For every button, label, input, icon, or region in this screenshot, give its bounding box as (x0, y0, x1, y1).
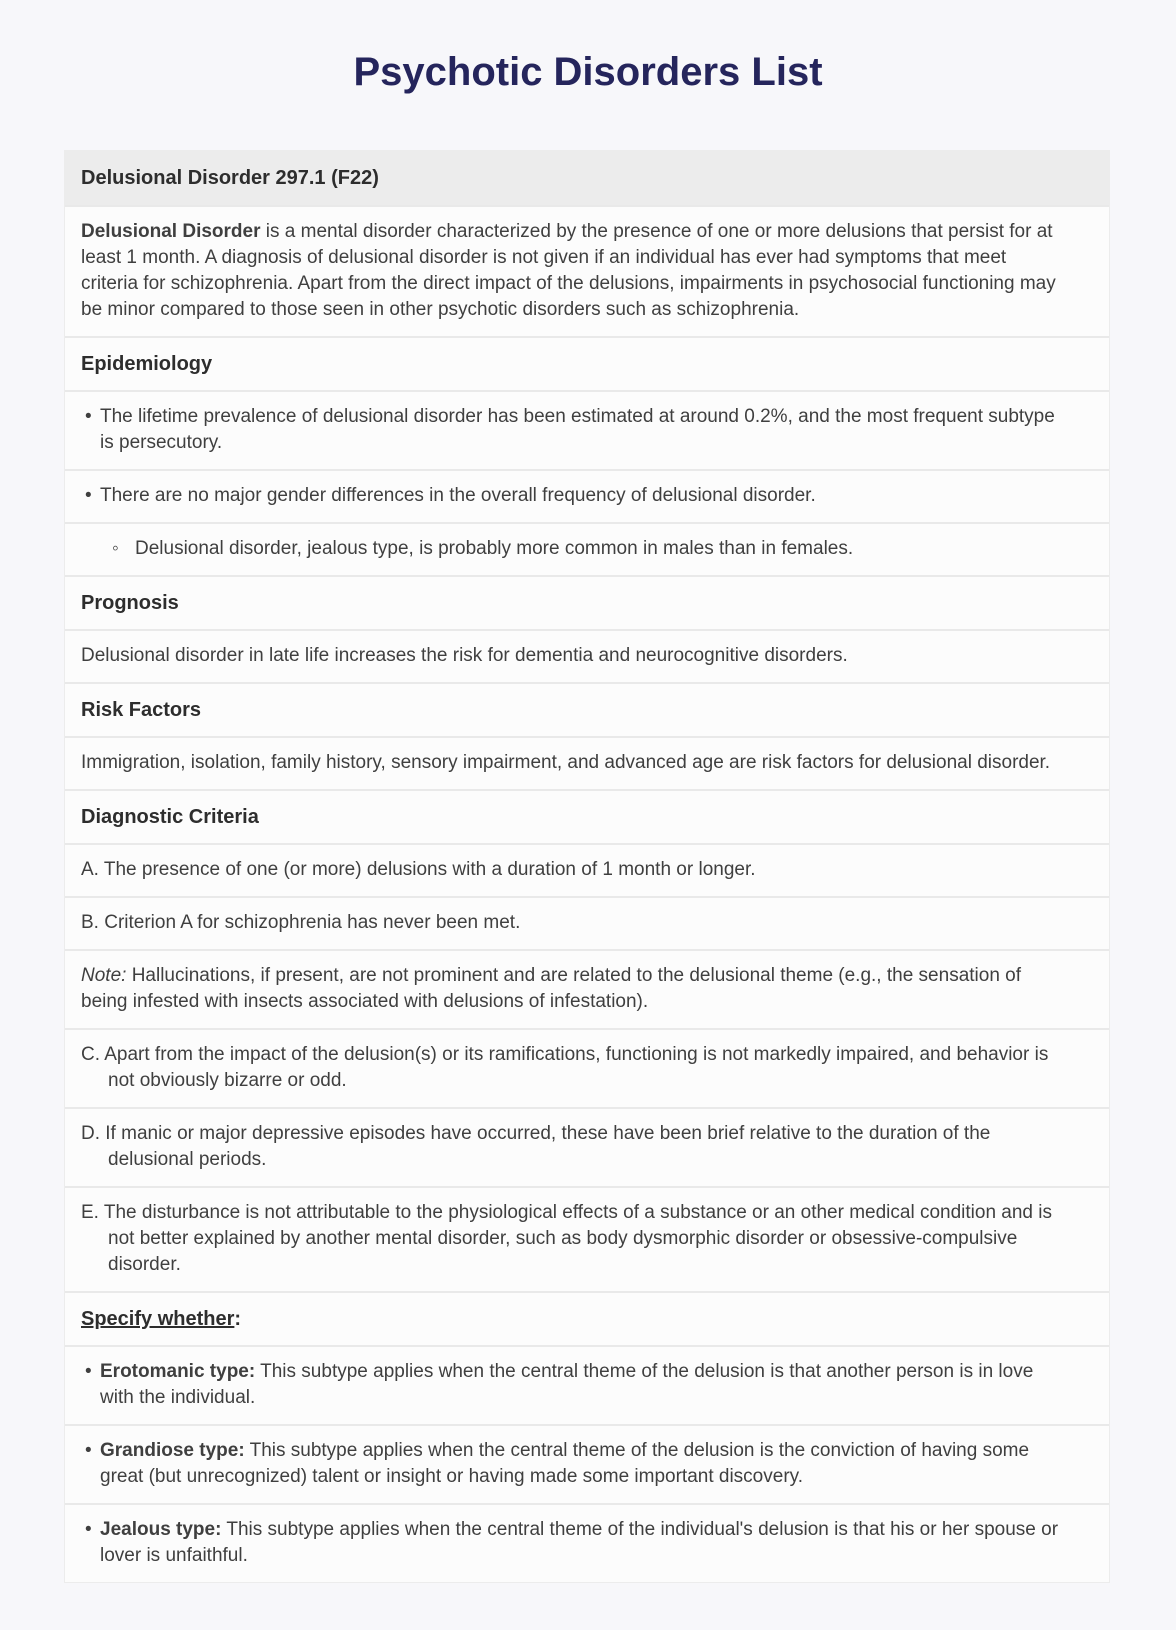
bullet-text: There are no major gender differences in the overall frequency of delusional disorder. (100, 485, 816, 506)
note-label: Note: (81, 965, 127, 986)
subtype-jealous (65, 1503, 1109, 1582)
subtype-grandiose (65, 1424, 1109, 1503)
intro-paragraph (65, 205, 1109, 336)
subtype-text: This subtype applies when the central theme of the individual's delusion is that his or her spouse or lover is unfaithful. (100, 1519, 1059, 1566)
criterion-text: E. The disturbance is not attributable to the physiological effects of a substance or an other medical condition and is not better explained by another mental disorder, such as body dysmorphic disorder or obsessive-compulsive disorder. (81, 1202, 1052, 1275)
bullet-icon: • (85, 406, 92, 427)
risk-factors-text (65, 736, 1109, 789)
subtype-label: Jealous type: (100, 1519, 222, 1540)
sub-bullet-icon: ◦ (112, 538, 119, 559)
section-header-epidemiology (65, 336, 1109, 390)
section-header-specify-whether (65, 1291, 1109, 1345)
page-title: Psychotic Disorders List (353, 50, 823, 94)
criterion-b (65, 896, 1109, 949)
bullet-text: The lifetime prevalence of delusional disorder has been estimated at around 0.2%, and the most frequent subtype is persecutory. (100, 406, 1055, 453)
section-header-label: Risk Factors (81, 699, 202, 721)
bullet-icon: • (85, 485, 92, 506)
intro-text: is a mental disorder characterized by the presence of one or more delusions that persist for at least 1 month. A diagnosis of delusional disorder is not given if an individual has ever had symptoms that meet criteria for schizophrenia. Apart from the direct impact of the delusions, impairments in psychosocial functioning may be minor compared to those seen in other psychotic disorders such as schizophrenia. (81, 221, 1056, 320)
criterion-text: D. If manic or major depressive episodes have occurred, these have been brief relative to the duration of the delusional periods. (81, 1123, 991, 1170)
disorder-card-header (65, 151, 1109, 205)
section-header-prognosis (65, 575, 1109, 629)
criteria-note (65, 949, 1109, 1028)
disorder-card (64, 150, 1110, 1583)
epidemiology-bullet-1 (65, 390, 1109, 469)
bullet-icon: • (85, 1440, 92, 1461)
subtype-label: Erotomanic type: (100, 1361, 256, 1382)
section-header-diagnostic-criteria (65, 789, 1109, 843)
specify-whether-colon: : (234, 1308, 242, 1330)
paragraph-text: Immigration, isolation, family history, sensory impairment, and advanced age are risk factors for delusional disorder. (81, 752, 1051, 773)
note-text: Hallucinations, if present, are not prominent and are related to the delusional theme (e.g., the sensation of being infested with insects associated with delusions of infestation). (81, 965, 1022, 1012)
criterion-d (65, 1107, 1109, 1186)
subtype-text: This subtype applies when the central theme of the delusion is that another person is in love with the individual. (100, 1361, 1034, 1408)
paragraph-text: Delusional disorder in late life increases the risk for dementia and neurocognitive disorders. (81, 645, 848, 666)
subtype-text: This subtype applies when the central theme of the delusion is the conviction of having some great (but unrecognized) talent or insight or having made some important discovery. (100, 1440, 1030, 1487)
subtype-label: Grandiose type: (100, 1440, 245, 1461)
disorder-title: Delusional Disorder 297.1 (F22) (81, 167, 379, 189)
sub-bullet-text: Delusional disorder, jealous type, is probably more common in males than in females. (135, 538, 854, 559)
subtype-erotomanic (65, 1345, 1109, 1424)
section-header-label: Diagnostic Criteria (81, 806, 259, 828)
criterion-e (65, 1186, 1109, 1291)
criterion-text: B. Criterion A for schizophrenia has never been met. (81, 912, 521, 933)
intro-bold-term: Delusional Disorder (81, 221, 261, 242)
criterion-a (65, 843, 1109, 896)
section-header-label: Epidemiology (81, 353, 213, 375)
criterion-text: A. The presence of one (or more) delusions with a duration of 1 month or longer. (81, 859, 756, 880)
specify-whether-label: Specify whether (81, 1308, 235, 1330)
section-header-risk-factors (65, 682, 1109, 736)
epidemiology-bullet-2 (65, 469, 1109, 522)
prognosis-text (65, 629, 1109, 682)
criterion-text: C. Apart from the impact of the delusion(s) or its ramifications, functioning is not markedly impaired, and behavior is not obviously bizarre or odd. (81, 1044, 1049, 1091)
epidemiology-sub-bullet (65, 522, 1109, 575)
section-header-label: Prognosis (81, 592, 179, 614)
bullet-icon: • (85, 1361, 92, 1382)
criterion-c (65, 1028, 1109, 1107)
bullet-icon: • (85, 1519, 92, 1540)
